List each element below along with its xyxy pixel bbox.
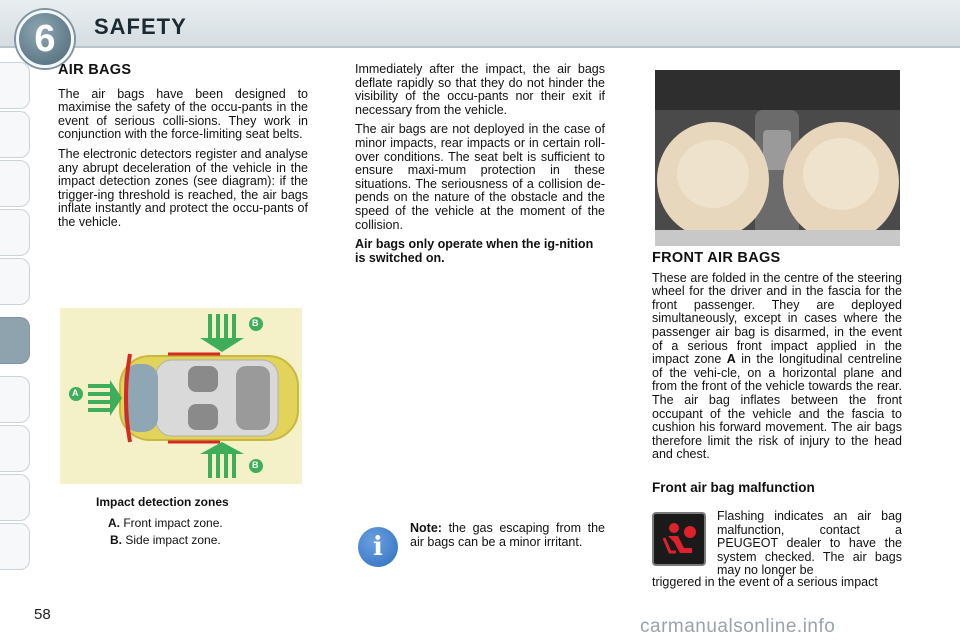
front-air-bags-text-2: in the longitudinal centreline of the vehi-cle, on a horizontal plane and from the front of the vehicle towards the rear. The air bag inflates between the front occupant of the vehicle and the fascia to cushion his forward movement. The air bags therefore limit the risk of injury to the head and chest. xyxy=(652,352,902,462)
malfunction-full-text: triggered in the event of a serious impact xyxy=(652,575,878,589)
chapter-tab[interactable] xyxy=(0,209,30,256)
chapter-tab[interactable] xyxy=(0,111,30,158)
air-bags-paragraph-3: Immediately after the impact, the air bags deflate rapidly so that they do not hinder the visibility of the occu-pants nor their exit if necessary from the vehicle. xyxy=(355,62,605,117)
caption-item-b xyxy=(96,532,306,549)
chapter-number-badge: 6 xyxy=(16,10,74,68)
caption-item-b-text: Side impact zone. xyxy=(125,533,221,547)
deployed-airbags-photo xyxy=(655,70,900,246)
diagram-label-b: B xyxy=(252,460,259,470)
chapter-tab-strip xyxy=(0,62,34,577)
caption-item-a-key: A. xyxy=(108,516,120,530)
page-number: 58 xyxy=(34,606,51,623)
air-bags-paragraph-4: The air bags are not deployed in the case of minor impacts, rear impacts or in certain roll-over conditions. The seat belt is sufficient to ensure maxi-mum protection in these situations. The seriousness of a collision de-pends on the nature of the obstacle and the speed of the vehicle at the moment of the collision. xyxy=(355,122,605,232)
air-bags-paragraph-1: The air bags have been designed to maximise the safety of the occu-pants in the event of serious colli-sions. They work in conjunction with the force-limiting seat belts. xyxy=(58,86,308,142)
airbag-warning-lamp-icon xyxy=(652,512,706,566)
caption-item-a xyxy=(96,515,306,532)
front-air-bags-heading: FRONT AIR BAGS xyxy=(652,250,781,266)
impact-zone-letter: A xyxy=(726,352,736,367)
chapter-tab[interactable] xyxy=(0,62,30,109)
chapter-tab[interactable] xyxy=(0,474,30,521)
info-icon: i xyxy=(358,527,398,567)
section-title: SAFETY xyxy=(94,14,187,39)
note-label: Note: xyxy=(410,521,442,535)
chapter-tab[interactable] xyxy=(0,523,30,570)
front-air-bags-text-1: These are folded in the centre of the steering wheel for the driver and in the fascia for the front passenger. They are deployed simultaneously, except in cases where the passenger air bag is disarmed, in the event of a serious front impact applied in the impact zone xyxy=(652,270,902,367)
caption-item-a-text: Front impact zone. xyxy=(123,516,223,530)
malfunction-side-text: Flashing indicates an air bag malfunction, contact a PEUGEOT dealer to have the system checked. The air bags may no longer be xyxy=(717,509,902,578)
chapter-tab[interactable] xyxy=(0,160,30,207)
malfunction-heading: Front air bag malfunction xyxy=(652,480,815,495)
air-bags-heading: AIR BAGS xyxy=(58,62,132,78)
air-bags-column-2 xyxy=(355,63,605,271)
diagram-label-a: A xyxy=(72,388,79,398)
chapter-tab-active[interactable] xyxy=(0,317,30,364)
chapter-tab[interactable] xyxy=(0,425,30,472)
diagram-caption xyxy=(96,494,306,549)
chapter-tab[interactable] xyxy=(0,258,30,305)
air-bags-column xyxy=(58,64,308,236)
impact-zones-diagram xyxy=(60,308,302,484)
chapter-tab[interactable] xyxy=(0,376,30,423)
front-air-bags-column xyxy=(652,252,902,468)
note-text: the gas escaping from the air bags can be a minor irritant. xyxy=(410,521,605,549)
note-block xyxy=(410,522,605,549)
caption-item-b-key: B. xyxy=(110,533,122,547)
watermark: carmanualsonline.info xyxy=(640,616,836,637)
air-bags-paragraph-2: The electronic detectors register and analyse any abrupt deceleration of the vehicle in the impact detection zones (see diagram): if the trigger-ing threshold is reached, the air bags inflate instantly and protect the occu-pants of the vehicle. xyxy=(58,146,308,229)
diagram-label-b: B xyxy=(252,318,259,328)
ignition-warning: Air bags only operate when the ig-nition is switched on. xyxy=(355,237,594,265)
caption-title: Impact detection zones xyxy=(96,495,229,509)
